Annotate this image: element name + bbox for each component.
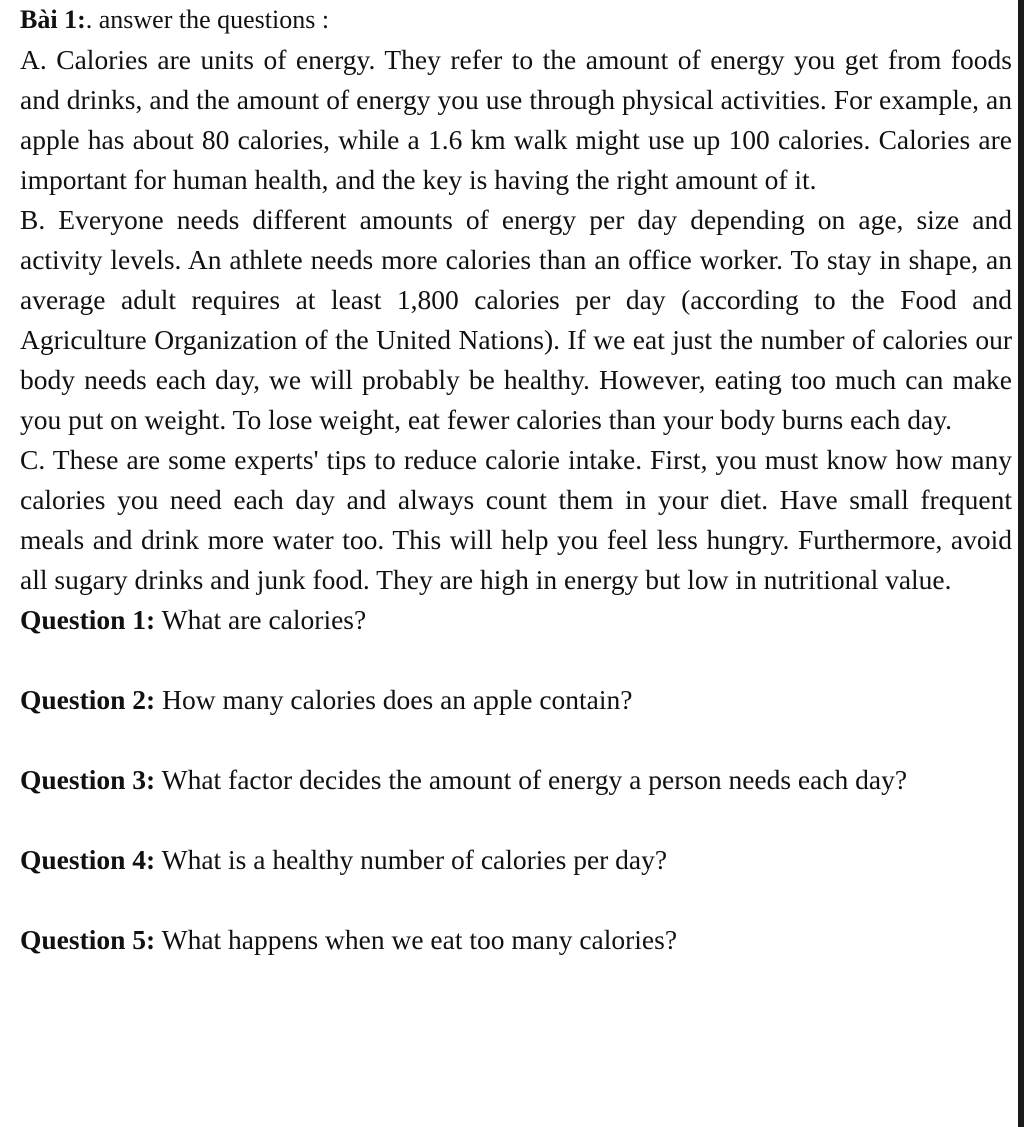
answer-space-4 [20,880,1012,920]
question-5-text: What happens when we eat too many calories? [161,924,678,955]
question-1-label: Question 1: [20,604,156,635]
document-content [20,2,1012,960]
question-3 [20,760,1012,800]
question-2-text: How many calories does an apple contain? [162,684,633,715]
paragraph-a: A. Calories are units of energy. They refer to the amount of energy you get from foods and drinks, and the amount of energy you use through physical activities. For example, an apple has about 80 calories, while a 1.6 km walk might use up 100 calories. Calories are important for human health, and the key is having the right amount of it. [20,44,1012,195]
answer-space-1 [20,640,1012,680]
paragraph-c: C. These are some experts' tips to reduce calorie intake. First, you must know how many calories you need each day and always count them in your diet. Have small frequent meals and drink more water too. This will help you feel less hungry. Furthermore, avoid all sugary drinks and junk food. They are high in energy but low in nutritional value. [20,444,1012,595]
question-1 [20,600,1012,640]
question-4 [20,840,1012,880]
answer-space-2 [20,720,1012,760]
exercise-heading [20,2,1012,40]
exercise-label: Bài 1: [20,5,86,34]
question-4-text: What is a healthy number of calories per day? [161,844,668,875]
question-3-label: Question 3: [20,764,156,795]
question-1-text: What are calories? [161,604,367,635]
question-3-text: What factor decides the amount of energy a person needs each day? [161,764,908,795]
question-5 [20,920,1012,960]
answer-space-3 [20,800,1012,840]
paragraph-b: B. Everyone needs different amounts of energy per day depending on age, size and activity levels. An athlete needs more calories than an office worker. To stay in shape, an average adult requires at least 1,800 calories per day (according to the Food and Agriculture Organization of the United Nations). If we eat just the number of calories our body needs each day, we will probably be healthy. However, eating too much can make you put on weight. To lose weight, eat fewer calories than your body burns each day. [20,204,1012,435]
question-5-label: Question 5: [20,924,156,955]
exercise-instruction: . answer the questions : [85,5,330,34]
question-2-label: Question 2: [20,684,156,715]
question-2 [20,680,1012,720]
question-4-label: Question 4: [20,844,156,875]
